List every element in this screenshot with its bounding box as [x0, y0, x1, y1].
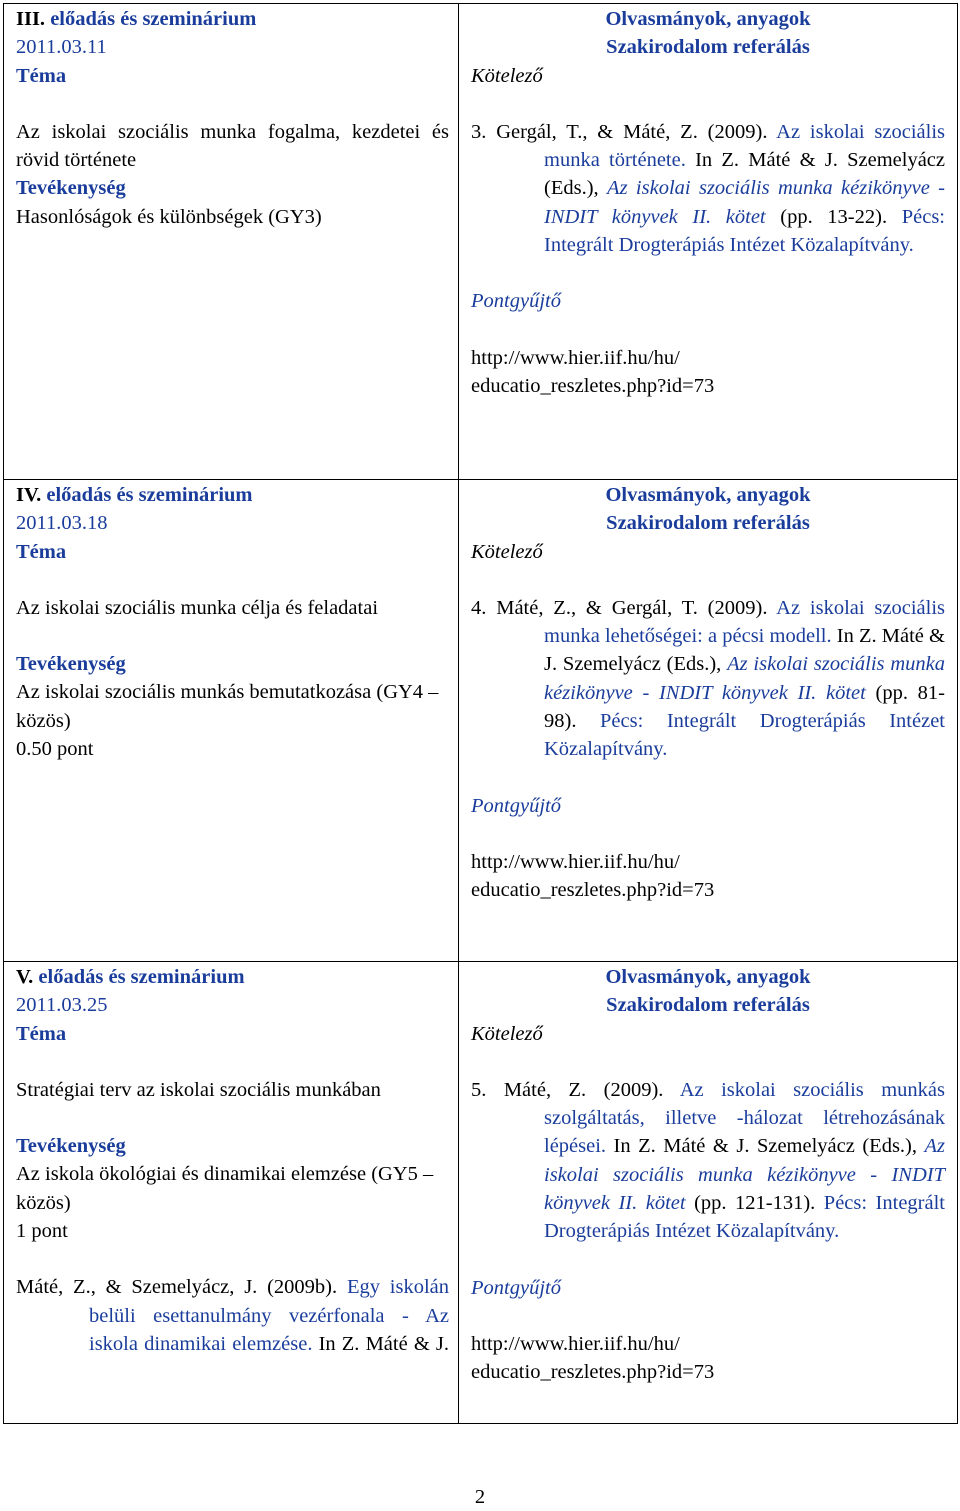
readings-title: Olvasmányok, anyagok — [605, 8, 811, 30]
pontgyujto-label: Pontgyűjtő — [471, 1276, 561, 1299]
table-row — [4, 962, 958, 1424]
pontgyujto-label: Pontgyűjtő — [471, 794, 561, 817]
lecture-date: 2011.03.25 — [16, 994, 108, 1017]
lecture-cell — [4, 962, 459, 1424]
tevekenyseg-label: Tevékenység — [16, 653, 126, 676]
lecture-date: 2011.03.18 — [16, 512, 108, 535]
points-text: 0.50 pont — [16, 738, 94, 761]
table-row — [4, 4, 958, 480]
literature-title: Szakirodalom referálás — [606, 512, 810, 535]
literature-title: Szakirodalom referálás — [606, 994, 810, 1017]
literature-title: Szakirodalom referálás — [606, 36, 810, 59]
url-link[interactable]: http://www.hier.iif.hu/hu/ educatio_reszletes.php?id=73 — [471, 1332, 715, 1384]
points-text: 1 pont — [16, 1220, 68, 1243]
reference-entry: 3. Gergál, T., & Máté, Z. (2009). Az iskolai szociális munka története. In Z. Máté & J. Szemelyácz (Eds.), Az iskolai szociális munka kézikönyve - INDIT könyvek II. kötet (pp. 13-22). Pécs: Integrált Drogterápiás Intézet Közalapítvány. — [471, 120, 946, 257]
lecture-heading: III. előadás és szeminárium — [16, 8, 257, 30]
reading-cell — [459, 962, 958, 1424]
tevekenyseg-label: Tevékenység — [16, 1135, 126, 1158]
tema-text: Stratégiai terv az iskolai szociális munkában — [16, 1078, 381, 1101]
table-row — [4, 480, 958, 962]
tema-label: Téma — [16, 1022, 67, 1045]
readings-title: Olvasmányok, anyagok — [605, 484, 811, 506]
reference-entry: 5. Máté, Z. (2009). Az iskolai szociális munkás szolgáltatás, illetve -hálozat létrehozásának lépései. In Z. Máté & J. Szemelyácz (Eds.), Az iskolai szociális munka kézikönyve - INDIT könyvek II. kötet (pp. 121-131). Pécs: Integrált Drogterápiás Intézet Közalapítvány. — [471, 1078, 945, 1243]
reference-entry: Máté, Z., & Szemelyácz, J. (2009b). Egy iskolán belüli esettanulmány vezérfonala - Az iskola dinamikai elemzése. In Z. Máté & J. — [16, 1276, 449, 1355]
reading-cell — [459, 4, 958, 480]
lecture-cell — [4, 4, 459, 480]
tema-text: Az iskolai szociális munka fogalma, kezdetei és rövid története — [16, 120, 449, 172]
lecture-heading: IV. előadás és szeminárium — [16, 484, 253, 506]
page-number: 2 — [474, 1486, 486, 1508]
url-link[interactable]: http://www.hier.iif.hu/hu/ educatio_reszletes.php?id=73 — [471, 346, 715, 397]
tevekenyseg-label: Tevékenység — [16, 177, 126, 200]
tema-label: Téma — [16, 540, 67, 563]
kotelezo-label: Kötelező — [471, 1022, 543, 1045]
kotelezo-label: Kötelező — [471, 540, 543, 563]
schedule-table — [3, 3, 958, 1424]
readings-title: Olvasmányok, anyagok — [605, 966, 811, 988]
lecture-cell — [4, 480, 459, 962]
reading-cell — [459, 480, 958, 962]
url-link[interactable]: http://www.hier.iif.hu/hu/ educatio_reszletes.php?id=73 — [471, 850, 715, 902]
tevekenyseg-text: Hasonlóságok és különbségek (GY3) — [16, 205, 322, 228]
tema-text: Az iskolai szociális munka célja és feladatai — [16, 596, 379, 619]
tevekenyseg-text: Az iskola ökológiai és dinamikai elemzése (GY5 – közös) — [16, 1163, 434, 1214]
pontgyujto-label: Pontgyűjtő — [471, 290, 561, 313]
lecture-heading: V. előadás és szeminárium — [16, 966, 245, 988]
tema-label: Téma — [16, 64, 67, 87]
tevekenyseg-text: Az iskolai szociális munkás bemutatkozása (GY4 – közös) — [16, 681, 439, 732]
lecture-date: 2011.03.11 — [16, 36, 107, 59]
kotelezo-label: Kötelező — [471, 64, 543, 87]
reference-entry: 4. Máté, Z., & Gergál, T. (2009). Az iskolai szociális munka lehetőségei: a pécsi modell. In Z. Máté & J. Szemelyácz (Eds.), Az iskolai szociális munka kézikönyve - INDIT könyvek II. kötet (pp. 81-98). Pécs: Integrált Drogterápiás Intézet Közalapítvány. — [471, 596, 945, 761]
